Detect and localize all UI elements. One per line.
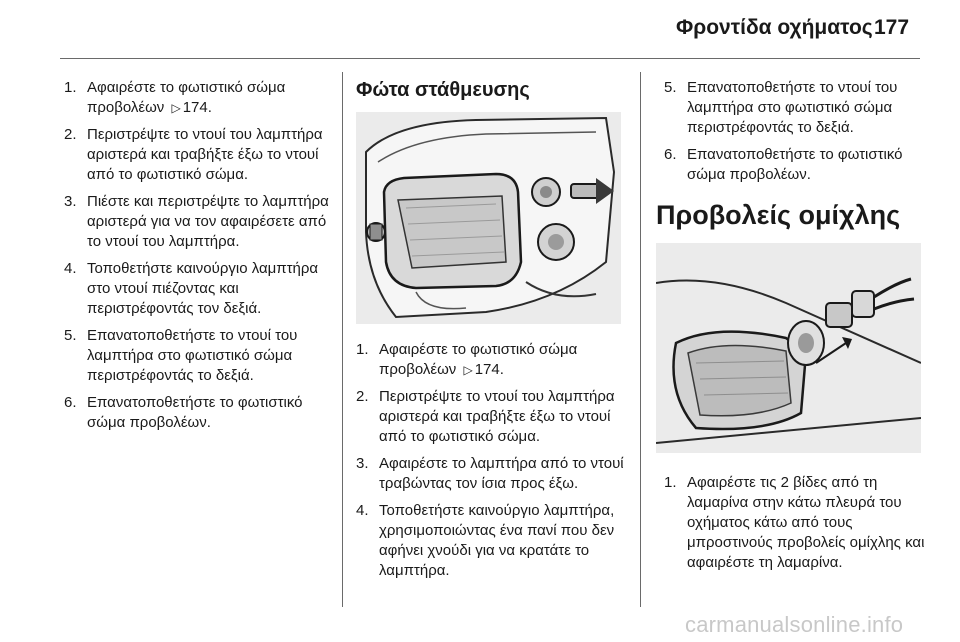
list-item <box>64 78 336 118</box>
list-item <box>356 387 632 447</box>
list-item <box>64 326 336 386</box>
list-item <box>356 454 632 494</box>
step-text: Επανατοποθετήστε το ντουί του λαμπτήρα στο φωτιστικό σώμα περιστρέφοντάς το δεξιά. <box>87 327 298 384</box>
list-item <box>64 259 336 319</box>
step-text: Αφαιρέστε το φωτιστικό σώμα προβολέων <box>87 79 286 116</box>
left-column <box>64 78 336 440</box>
right-step-list-bottom <box>664 473 926 573</box>
arrow-right-icon: ▷ <box>463 363 473 377</box>
list-item <box>664 473 926 573</box>
step-number: 5. <box>664 79 677 96</box>
step-text: Επανατοποθετήστε το ντουί του λαμπτήρα στο φωτιστικό σώμα περιστρέφοντάς το δεξιά. <box>687 79 898 136</box>
step-text: Τοποθετήστε καινούργιο λαμπτήρα στο ντουί πιέζοντας και περιστρέφοντάς τον δεξιά. <box>87 260 319 317</box>
list-item <box>664 78 926 138</box>
step-number: 3. <box>64 193 77 210</box>
step-text: Αφαιρέστε το φωτιστικό σώμα προβολέων <box>379 341 578 378</box>
section-title-parking-lights: Φώτα στάθμευσης <box>356 79 530 101</box>
header-divider <box>60 58 920 59</box>
left-step-list <box>64 78 336 433</box>
step-text: Επανατοποθετήστε το φωτιστικό σώμα προβολέων. <box>87 394 303 431</box>
step-number: 5. <box>64 327 77 344</box>
parking-light-illustration <box>356 112 621 324</box>
page-reference[interactable]: 174. <box>182 99 212 116</box>
list-item <box>664 145 926 185</box>
step-number: 2. <box>356 388 369 405</box>
page-title: Φροντίδα οχήματος <box>676 16 873 39</box>
step-text: Πιέστε και περιστρέψτε το λαμπτήρα αριστερά για να τον αφαιρέσετε από το ντουί του λαμπτήρα. <box>87 193 329 250</box>
section-title-fog-lights: Προβολείς ομίχλης <box>656 200 901 230</box>
middle-step-list <box>356 340 632 581</box>
step-number: 6. <box>64 394 77 411</box>
list-item <box>64 192 336 252</box>
page-number: 177 <box>874 16 910 39</box>
step-number: 4. <box>64 260 77 277</box>
step-number: 2. <box>64 126 77 143</box>
step-number: 1. <box>64 79 77 96</box>
list-item <box>356 501 632 581</box>
step-text: Περιστρέψτε το ντουί του λαμπτήρα αριστερά και τραβήξτε έξω το ντουί από το φωτιστικό σώμα. <box>379 388 615 445</box>
step-number: 1. <box>664 474 677 491</box>
column-divider-1 <box>342 72 343 607</box>
list-item <box>64 393 336 433</box>
step-text: Περιστρέψτε το ντουί του λαμπτήρα αριστερά και τραβήξτε έξω το ντουί από το φωτιστικό σώμα. <box>87 126 323 183</box>
step-number: 6. <box>664 146 677 163</box>
page-reference[interactable]: 174. <box>474 361 504 378</box>
column-divider-2 <box>640 72 641 607</box>
arrow-right-icon: ▷ <box>171 101 181 115</box>
step-text: Επανατοποθετήστε το φωτιστικό σώμα προβολέων. <box>687 146 903 183</box>
step-number: 1. <box>356 341 369 358</box>
fog-light-illustration <box>656 243 921 453</box>
step-number: 3. <box>356 455 369 472</box>
step-text: Τοποθετήστε καινούργιο λαμπτήρα, χρησιμοποιώντας ένα πανί που δεν αφήνει χνούδι για να κρατάτε το λαμπτήρα. <box>379 502 615 579</box>
step-text: Αφαιρέστε το λαμπτήρα από το ντουί τραβώντας τον ίσια προς έξω. <box>379 455 624 492</box>
list-item <box>356 340 632 380</box>
right-step-list-top <box>664 78 926 185</box>
right-column <box>656 78 926 580</box>
step-text: Αφαιρέστε τις 2 βίδες από τη λαμαρίνα στην κάτω πλευρά του οχήματος κάτω από τους μπροστινούς προβολείς ομίχλης και αφαιρέστε τη λαμαρίνα. <box>687 474 925 571</box>
watermark: carmanualsonline.info <box>685 612 904 637</box>
list-item <box>64 125 336 185</box>
middle-column <box>356 78 632 588</box>
step-number: 4. <box>356 502 369 519</box>
